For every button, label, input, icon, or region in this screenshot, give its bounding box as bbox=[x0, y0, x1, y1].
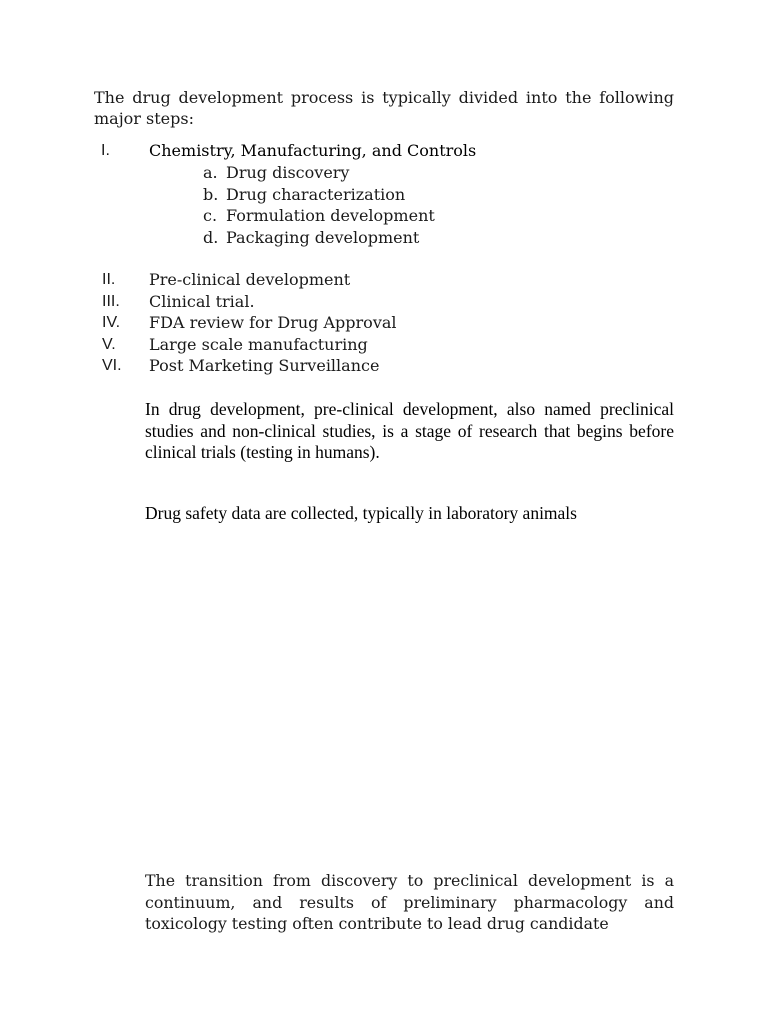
substep-letter: b. bbox=[203, 184, 219, 204]
step-label: Large scale manufacturing bbox=[149, 334, 368, 354]
step-item bbox=[0, 355, 768, 377]
substep-item bbox=[0, 205, 768, 227]
step-item bbox=[0, 291, 768, 313]
substep-item bbox=[0, 162, 768, 184]
step-item bbox=[0, 334, 768, 356]
step-label: Post Marketing Surveillance bbox=[149, 356, 380, 375]
transition-paragraph: The transition from discovery to preclinical development is a continuum, and results of preliminary pharmacology and toxicology testing often contribute to lead drug candidate bbox=[145, 871, 674, 933]
step-numeral: VI. bbox=[102, 357, 122, 374]
substep-label: Packaging development bbox=[226, 227, 420, 247]
step-numeral: II. bbox=[102, 271, 116, 288]
major-steps-list-first bbox=[0, 140, 768, 162]
cmc-substeps-list bbox=[0, 162, 768, 248]
substep-label: Drug discovery bbox=[226, 163, 350, 182]
substep-label: Formulation development bbox=[226, 206, 435, 225]
step-numeral: IV. bbox=[102, 314, 121, 331]
step-label: Pre-clinical development bbox=[149, 270, 351, 289]
step-numeral: III. bbox=[102, 292, 120, 310]
step-label: FDA review for Drug Approval bbox=[149, 313, 397, 332]
step-numeral: I. bbox=[101, 142, 110, 159]
substep-letter: d. bbox=[203, 227, 219, 247]
substep-label: Drug characterization bbox=[226, 184, 406, 204]
step-item bbox=[0, 269, 768, 291]
step-label: Clinical trial. bbox=[149, 291, 255, 311]
substep-item bbox=[0, 227, 768, 249]
preclinical-definition-paragraph: In drug development, pre-clinical development, also named preclinical studies and non-clinical studies, is a stage of research that begins before clinical trials (testing in humans). bbox=[145, 399, 674, 462]
step-item-cmc bbox=[0, 140, 768, 162]
step-item bbox=[0, 312, 768, 334]
substep-letter: c. bbox=[203, 206, 218, 225]
step-numeral: V. bbox=[102, 335, 116, 353]
substep-item bbox=[0, 184, 768, 206]
step-label: Chemistry, Manufacturing, and Controls bbox=[149, 141, 477, 160]
intro-paragraph: The drug development process is typically divided into the following major steps: bbox=[94, 88, 674, 128]
substep-letter: a. bbox=[203, 163, 218, 182]
safety-data-paragraph: Drug safety data are collected, typically in laboratory animals bbox=[145, 503, 577, 523]
major-steps-list-rest bbox=[0, 269, 768, 377]
